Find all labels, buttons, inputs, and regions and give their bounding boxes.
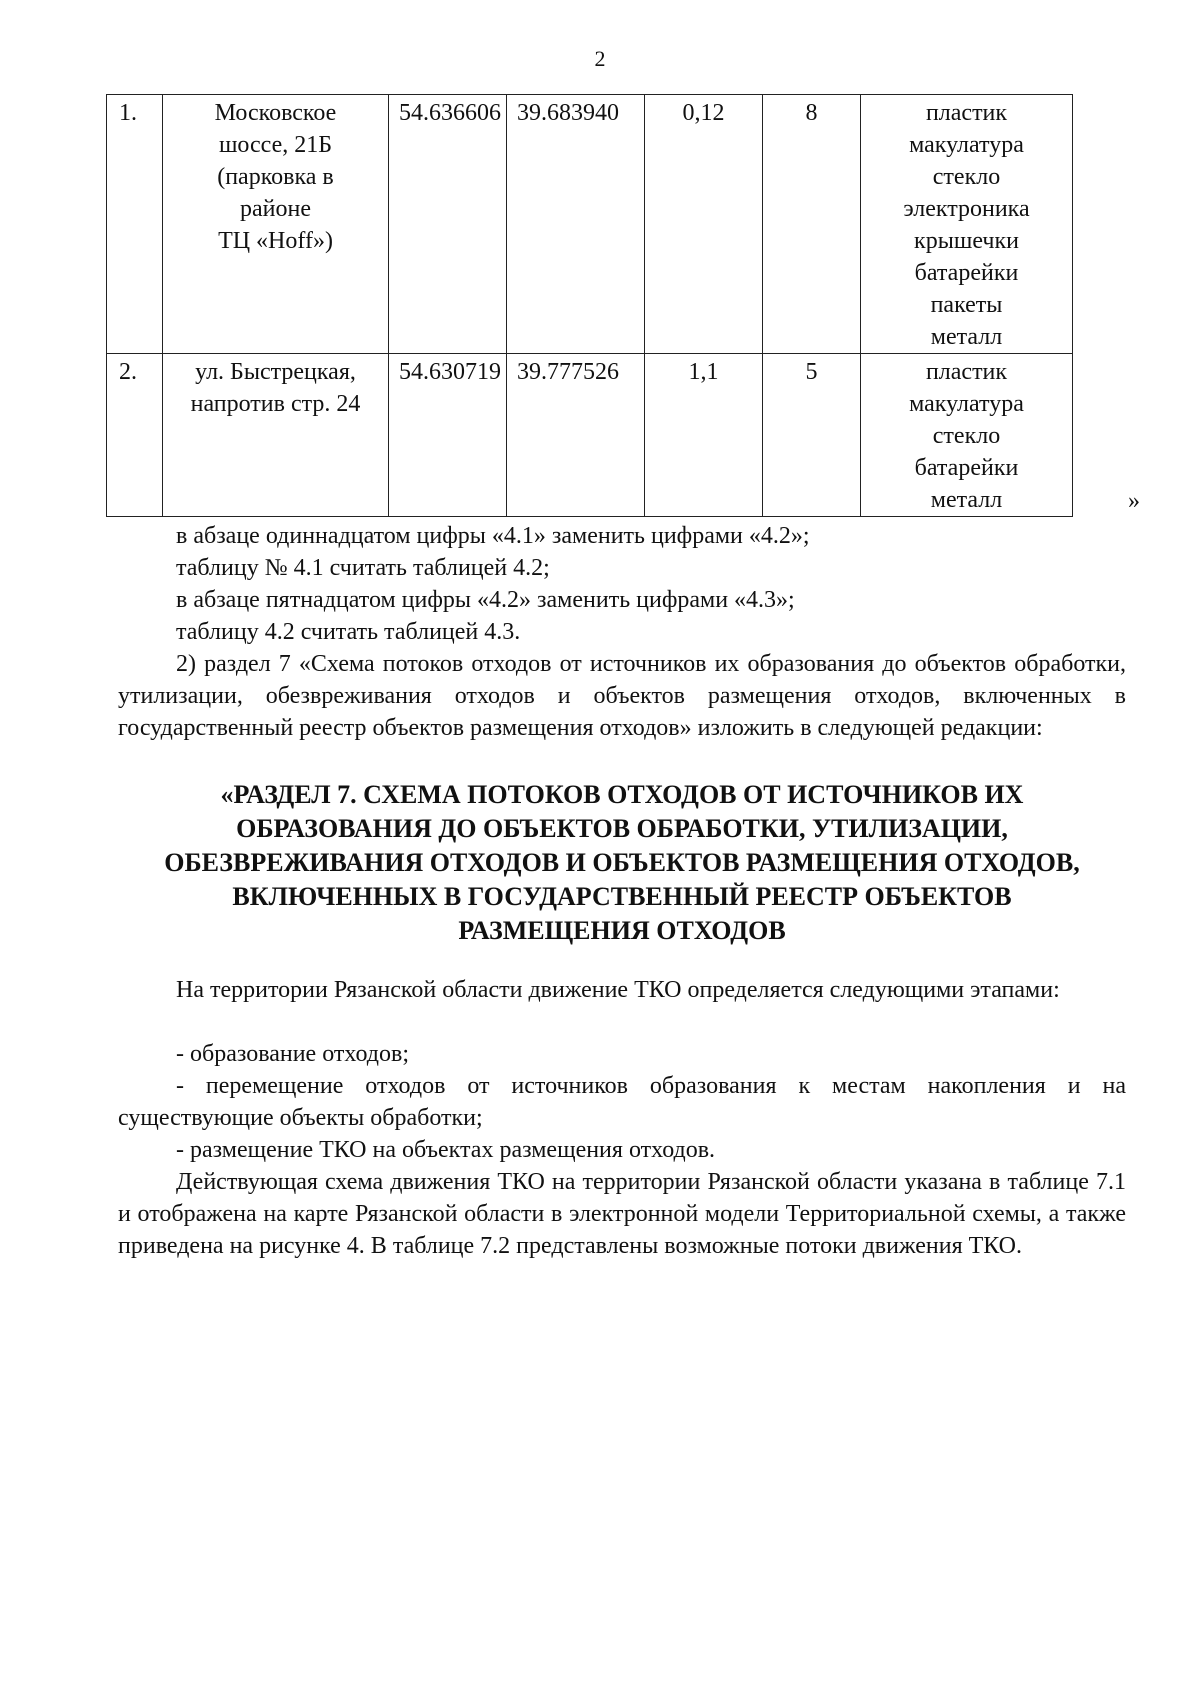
count-cell: 5 [763,354,861,517]
address-line: напротив стр. 24 [190,391,361,417]
count-cell: 8 [763,95,861,354]
fraction-item: макулатура [909,391,1024,417]
collection-sites-table [106,94,1073,517]
fractions-cell [861,354,1073,517]
page-number: 2 [594,46,606,71]
heading-line: ОБРАЗОВАНИЯ ДО ОБЪЕКТОВ ОБРАБОТКИ, УТИЛИЗАЦИИ, [236,814,1008,843]
fraction-item: электроника [903,196,1030,222]
heading-line: «РАЗДЕЛ 7. СХЕМА ПОТОКОВ ОТХОДОВ ОТ ИСТОЧНИКОВ ИХ [220,780,1024,809]
closing-text: Действующая схема движения ТКО на территории Рязанской области указана в таблице 7.1 и отображена на карте Рязанской области в электронной модели Территориальной схемы, а также приведена на рисунке 4. В таблице 7.2 представлены возможные потоки движения ТКО. [118,1169,1126,1259]
closing-paragraph [118,1166,1126,1262]
fractions-cell [861,95,1073,354]
address-line: ул. Быстрецкая, [195,359,356,385]
row-number: 1. [107,95,163,354]
amendment-line: таблицу 4.2 считать таблицей 4.3. [176,619,521,645]
row-number: 2. [107,354,163,517]
stage-item [118,1070,1126,1134]
heading-line: РАЗМЕЩЕНИЯ ОТХОДОВ [458,916,786,945]
amendment-number: 2) [176,651,196,677]
address-line: Московское [214,100,337,126]
section-heading [106,778,1138,948]
fraction-item: пластик [925,359,1008,385]
fraction-item: макулатура [909,132,1024,158]
intro-text: На территории Рязанской области движение ТКО определяется следующими этапами: [176,977,1060,1003]
amendment-line: в абзаце одиннадцатом цифры «4.1» заменить цифрами «4.2»; [176,523,810,549]
address-line: районе [240,196,311,222]
fraction-item: пакеты [930,292,1003,318]
fraction-item: пластик [925,100,1008,126]
stage-text: - образование отходов; [176,1041,409,1067]
longitude-cell: 39.683940 [507,95,645,354]
address-line: шоссе, 21Б [218,132,333,158]
table-row [107,354,1073,517]
fraction-item: батарейки [914,260,1019,286]
address-cell [163,354,389,517]
heading-line: ВКЛЮЧЕННЫХ В ГОСУДАРСТВЕННЫЙ РЕЕСТР ОБЪЕКТОВ [232,882,1012,911]
address-cell [163,95,389,354]
stage-text: - размещение ТКО на объектах размещения отходов. [176,1137,716,1163]
amendment-line: таблицу № 4.1 считать таблицей 4.2; [176,555,550,581]
heading-line: ОБЕЗВРЕЖИВАНИЯ ОТХОДОВ И ОБЪЕКТОВ РАЗМЕЩЕНИЯ ОТХОДОВ, [164,848,1080,877]
table-row [107,95,1073,354]
stage-text: - перемещение отходов от источников образования к местам накопления и на существующие объекты обработки; [118,1073,1126,1131]
longitude-cell: 39.777526 [507,354,645,517]
stage-item [118,1038,1126,1070]
intro-paragraph [118,974,1126,1006]
fraction-item: металл [930,487,1003,513]
address-line: ТЦ «Hoff») [218,228,333,254]
fraction-item: стекло [932,423,1001,449]
stage-item [118,1134,1126,1166]
value-cell: 1,1 [645,354,763,517]
closing-quote-mark: » [1128,488,1140,514]
fraction-item: батарейки [914,455,1019,481]
section-amendment-paragraph [118,648,1126,744]
amendment-text: раздел 7 «Схема потоков отходов от источников их образования до объектов обработки, утилизации, обезвреживания отходов и объектов размещения отходов, включенных в государственный реестр объектов размещения отходов» изложить в следующей редакции: [118,651,1126,741]
address-line: (парковка в [217,164,334,190]
fraction-item: крышечки [914,228,1019,254]
fraction-item: металл [930,324,1003,350]
value-cell: 0,12 [645,95,763,354]
fraction-item: стекло [932,164,1001,190]
latitude-cell: 54.636606 [389,95,507,354]
latitude-cell: 54.630719 [389,354,507,517]
amendment-line: в абзаце пятнадцатом цифры «4.2» заменить цифрами «4.3»; [176,587,795,613]
